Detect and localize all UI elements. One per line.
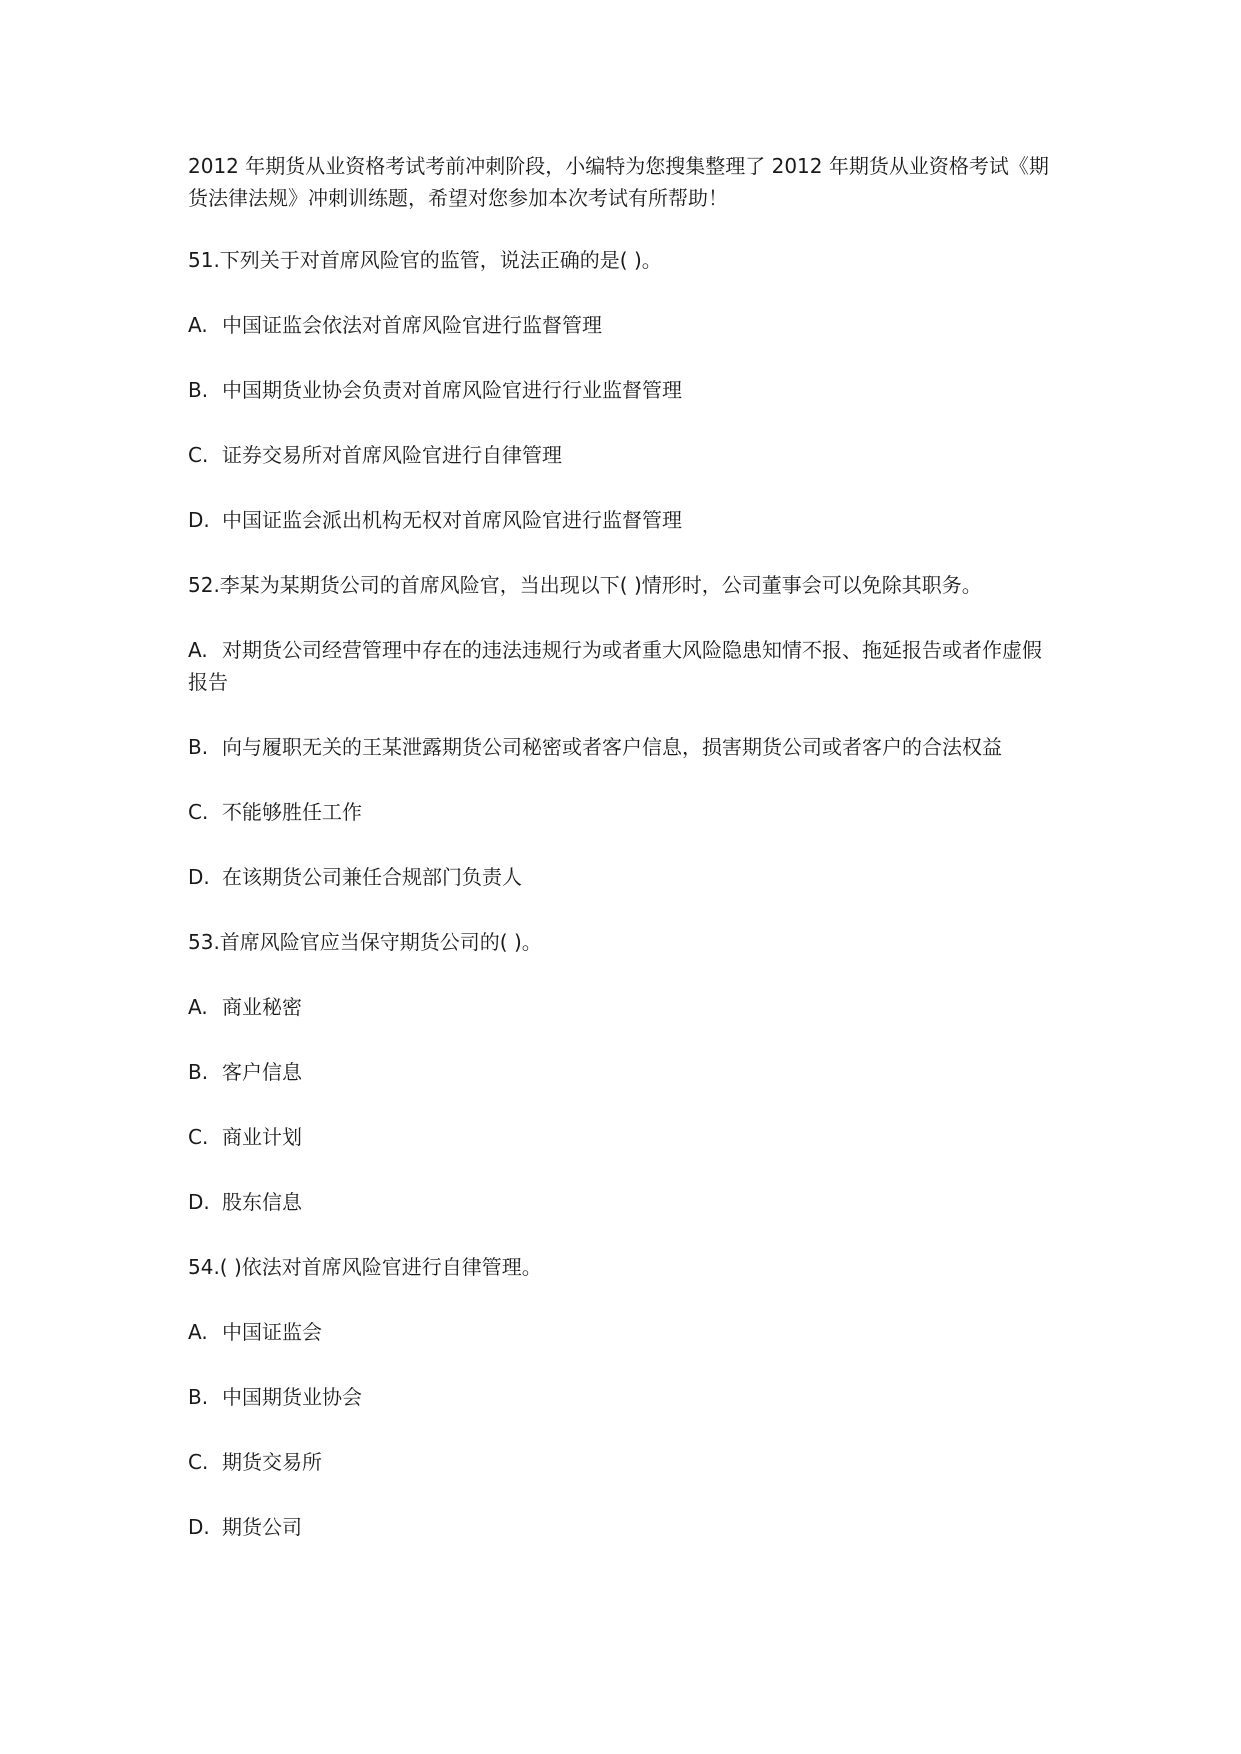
option-text: 客户信息 <box>222 1060 302 1084</box>
question-53 <box>188 926 1058 1218</box>
option-d <box>188 1511 1058 1543</box>
option-a <box>188 309 1058 341</box>
option-c <box>188 1121 1058 1153</box>
option-letter: A. <box>188 995 208 1019</box>
option-a <box>188 991 1058 1023</box>
option-text: 中国证监会依法对首席风险官进行监督管理 <box>222 313 602 337</box>
option-text: 向与履职无关的王某泄露期货公司秘密或者客户信息，损害期货公司或者客户的合法权益 <box>222 735 1002 759</box>
option-a <box>188 1316 1058 1348</box>
question-52 <box>188 569 1058 893</box>
option-letter: C. <box>188 800 209 824</box>
option-text: 中国期货业协会负责对首席风险官进行行业监督管理 <box>222 378 682 402</box>
question-51 <box>188 244 1058 536</box>
option-letter: A. <box>188 1320 208 1344</box>
option-c <box>188 796 1058 828</box>
option-letter: D. <box>188 508 210 532</box>
option-c <box>188 1446 1058 1478</box>
question-stem: 51.下列关于对首席风险官的监管，说法正确的是( )。 <box>188 248 662 272</box>
option-letter: B. <box>188 1060 209 1084</box>
question-stem: 52.李某为某期货公司的首席风险官，当出现以下( )情形时，公司董事会可以免除其职务。 <box>188 573 982 597</box>
option-letter: D. <box>188 865 210 889</box>
option-letter: B. <box>188 735 209 759</box>
question-stem: 53.首席风险官应当保守期货公司的( )。 <box>188 930 542 954</box>
option-text: 商业计划 <box>222 1125 302 1149</box>
option-b <box>188 374 1058 406</box>
option-letter: B. <box>188 1385 209 1409</box>
option-d <box>188 504 1058 536</box>
option-text: 期货公司 <box>222 1515 302 1539</box>
option-letter: C. <box>188 1125 209 1149</box>
option-text: 对期货公司经营管理中存在的违法违规行为或者重大风险隐患知情不报、拖延报告或者作虚假报告 <box>188 638 1042 694</box>
option-text: 中国证监会派出机构无权对首席风险官进行监督管理 <box>222 508 682 532</box>
option-a <box>188 634 1058 698</box>
option-d <box>188 861 1058 893</box>
question-54 <box>188 1251 1058 1543</box>
option-text: 在该期货公司兼任合规部门负责人 <box>222 865 522 889</box>
option-text: 中国期货业协会 <box>222 1385 362 1409</box>
option-text: 证券交易所对首席风险官进行自律管理 <box>222 443 562 467</box>
question-stem: 54.( )依法对首席风险官进行自律管理。 <box>188 1255 542 1279</box>
option-b <box>188 1056 1058 1088</box>
option-text: 期货交易所 <box>222 1450 322 1474</box>
option-text: 不能够胜任工作 <box>222 800 362 824</box>
option-b <box>188 1381 1058 1413</box>
option-letter: A. <box>188 638 208 662</box>
option-letter: D. <box>188 1515 210 1539</box>
option-letter: C. <box>188 443 209 467</box>
option-c <box>188 439 1058 471</box>
intro-paragraph: 2012 年期货从业资格考试考前冲刺阶段，小编特为您搜集整理了 2012 年期货从业资格考试《期货法律法规》冲刺训练题，希望对您参加本次考试有所帮助！ <box>188 154 1049 210</box>
document-body <box>188 150 1058 1576</box>
option-text: 商业秘密 <box>222 995 302 1019</box>
option-letter: B. <box>188 378 209 402</box>
option-text: 股东信息 <box>222 1190 302 1214</box>
option-letter: D. <box>188 1190 210 1214</box>
option-d <box>188 1186 1058 1218</box>
option-letter: A. <box>188 313 208 337</box>
option-b <box>188 731 1058 763</box>
option-text: 中国证监会 <box>222 1320 322 1344</box>
option-letter: C. <box>188 1450 209 1474</box>
